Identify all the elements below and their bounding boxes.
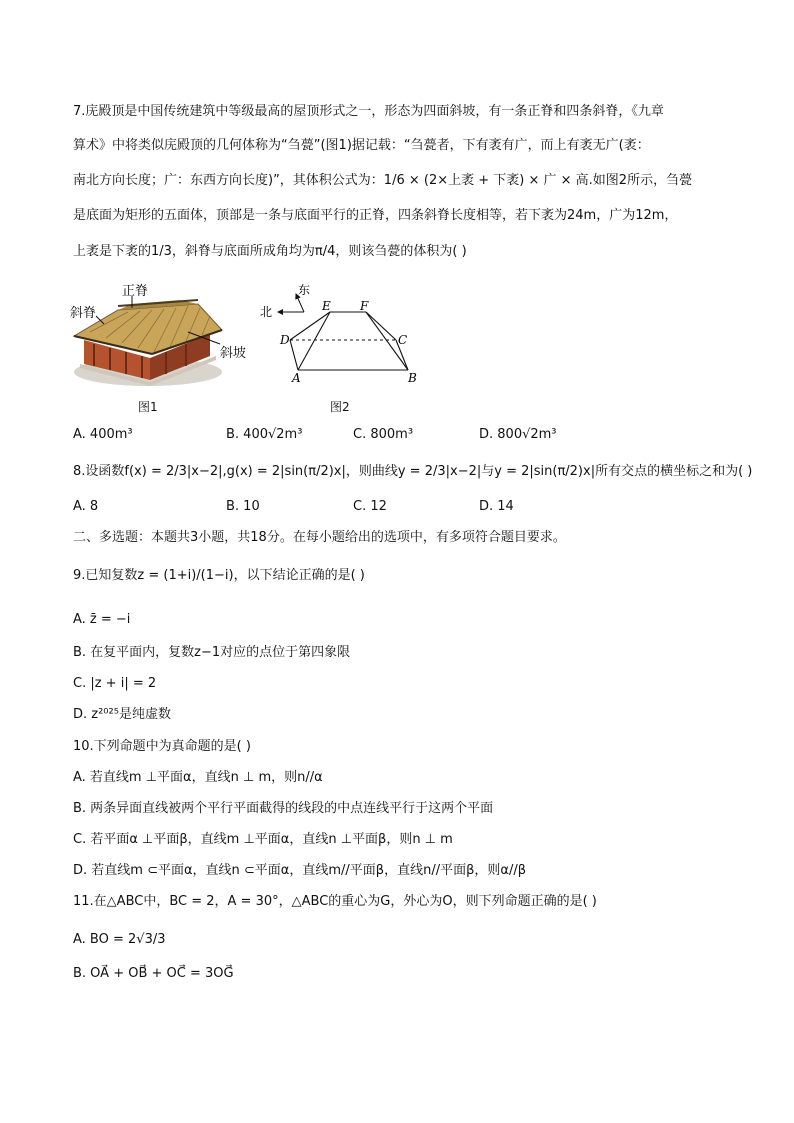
figure-2-geometry <box>258 282 428 392</box>
point-c-label: C <box>398 333 408 347</box>
compass-north-label: 北 <box>260 305 273 319</box>
point-b-label: B <box>408 371 417 385</box>
figure-2-caption: 图2 <box>330 400 350 414</box>
fig1-label-xieji: 斜脊 <box>70 306 97 321</box>
fig1-label-zhengji: 正脊 <box>122 284 149 299</box>
q10-option-b[interactable]: B. 两条异面直线被两个平行平面截得的线段的中点连线平行于这两个平面 <box>73 801 494 816</box>
q9-option-c[interactable]: C. |z + i| = 2 <box>73 676 157 691</box>
q11-stem: 11.在△ABC中，BC = 2，A = 30°，△ABC的重心为G，外心为O，则下列命题正确的是( ) <box>73 894 597 909</box>
q7-option-b[interactable]: B. 400√2m³ <box>226 427 303 442</box>
point-f-label: F <box>360 299 369 313</box>
q8-option-d[interactable]: D. 14 <box>479 499 514 514</box>
q7-line-5: 上袤是下袤的1/3，斜脊与底面所成角均为π/4，则该刍甍的体积为( ) <box>73 244 467 259</box>
q10-option-d[interactable]: D. 若直线m ⊂平面α，直线n ⊂平面α，直线m//平面β，直线n//平面β，则α//β <box>73 863 527 878</box>
q10-stem: 10.下列命题中为真命题的是( ) <box>73 739 251 754</box>
q8-stem: 8.设函数f(x) = 2/3|x−2|,g(x) = 2|sin(π/2)x|，则曲线y = 2/3|x−2|与y = 2|sin(π/2)x|所有交点的横坐标之和为( ) <box>73 464 753 479</box>
figure-1-palace <box>70 280 260 392</box>
q9-option-d[interactable]: D. z²⁰²⁵是纯虚数 <box>73 707 171 722</box>
q7-option-a[interactable]: A. 400m³ <box>73 427 133 442</box>
q7-line-2: 算术》中将类似庑殿顶的几何体称为“刍甍”(图1)据记载：“刍甍者，下有袤有广，而上有袤无广(袤： <box>73 138 650 153</box>
point-d-label: D <box>280 333 290 347</box>
q9-option-a[interactable]: A. z̄ = −i <box>73 612 131 627</box>
q7-line-1: 7.庑殿顶是中国传统建筑中等级最高的屋顶形式之一，形态为四面斜坡，有一条正脊和四条斜脊，《九章 <box>73 104 664 119</box>
chumeng-diagram <box>258 282 428 392</box>
q9-stem: 9.已知复数z = (1+i)/(1−i)，以下结论正确的是( ) <box>73 568 365 583</box>
section-2-heading: 二、多选题：本题共3小题，共18分。在每小题给出的选项中，有多项符合题目要求。 <box>73 530 566 545</box>
q8-options <box>73 497 733 517</box>
q11-option-a[interactable]: A. BO = 2√3/3 <box>73 932 166 947</box>
point-e-label: E <box>322 299 331 313</box>
point-a-label: A <box>292 371 301 385</box>
q10-option-a[interactable]: A. 若直线m ⊥平面α，直线n ⊥ m，则n//α <box>73 770 323 785</box>
q9-option-b[interactable]: B. 在复平面内，复数z−1对应的点位于第四象限 <box>73 645 351 660</box>
q8-option-a[interactable]: A. 8 <box>73 499 99 514</box>
q10-option-c[interactable]: C. 若平面α ⊥平面β，直线m ⊥平面α，直线n ⊥平面β，则n ⊥ m <box>73 832 453 847</box>
q7-option-c[interactable]: C. 800m³ <box>353 427 414 442</box>
q8-option-c[interactable]: C. 12 <box>353 499 387 514</box>
q11-option-b[interactable]: B. OA⃗ + OB⃗ + OC⃗ = 3OG⃗ <box>73 966 234 981</box>
fig1-label-xiepo: 斜坡 <box>220 346 247 361</box>
compass-east-label: 东 <box>298 283 311 297</box>
palace-illustration <box>70 280 260 392</box>
q7-line-4: 是底面为矩形的五面体，顶部是一条与底面平行的正脊，四条斜脊长度相等，若下袤为24m，广为12m， <box>73 208 678 223</box>
q7-line-3: 南北方向长度；广：东西方向长度)”，其体积公式为：1/6 × (2×上袤 + 下袤) × 广 × 高.如图2所示，刍甍 <box>73 173 693 188</box>
q7-option-d[interactable]: D. 800√2m³ <box>479 427 557 442</box>
q7-options <box>73 425 733 445</box>
q8-option-b[interactable]: B. 10 <box>226 499 260 514</box>
figure-1-caption: 图1 <box>138 400 158 414</box>
